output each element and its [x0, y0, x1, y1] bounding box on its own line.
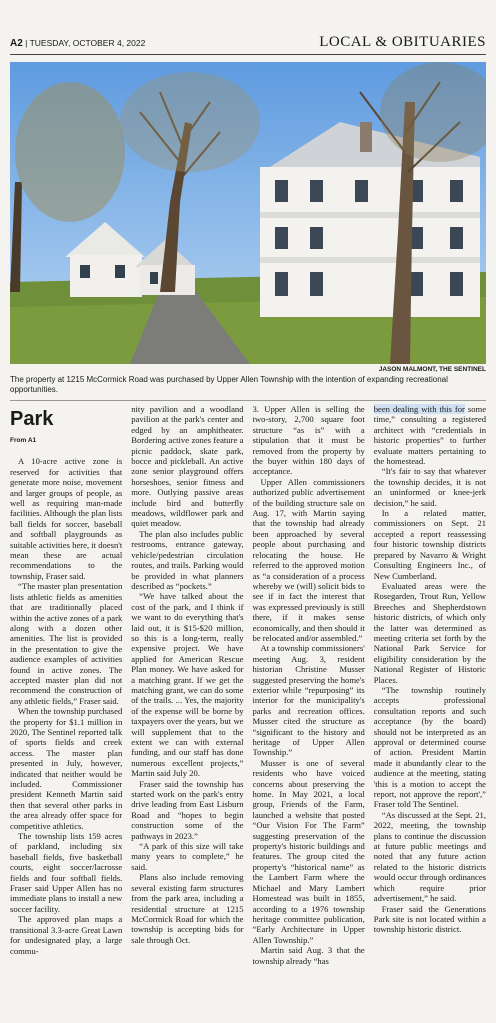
- highlighted-text: been dealing with this for: [373, 404, 465, 414]
- paragraph: “As discussed at the Sept. 21, 2022, meeting, the township plans to continue the discussion at future public meetings and noted that any future action related to the historic districts would occur through ordinances which require prior advertisement,” he said.: [373, 809, 486, 904]
- article-column-3: [253, 404, 365, 1019]
- paragraph: Upper Allen commissioners authorized public advertisement of the building structure sale on Aug. 17, with Martin saying that the township had already been approached by several people about purchasing and relocating the house. He referred to the approved motion as “a consideration of a process whereby we (will) solicit bids to see if in fact the interest that was expressed previously is still there, if it makes sense economically, and then should it be relocated and/or assembled.”: [252, 476, 365, 643]
- paragraph: “It's fair to say that whatever the township decides, it is not an uninformed or knee-jerk decision,” he said.: [373, 466, 486, 508]
- paragraph: “The township routinely accepts professional consultation reports and such acceptance (by the board) should not be interpreted as an approval or determined course of action. President Martin made it abundantly clear to the audience at the meeting, stating 'this is a motion to accept the report, not approve the report',” Fraser told The Sentinel.: [373, 684, 486, 810]
- paragraph: “The master plan presentation lists athletic fields as amenities that are traditionally placed within the active zones of a park along with a dozen other amenities. The list is provided in the presentation to give the audience examples of activities found in active zones. The accepted master plan did not recommend the construction of any athletic fields,” Fraser said.: [10, 581, 123, 706]
- page-header: [10, 34, 486, 55]
- paragraph: 3. Upper Allen is selling the two-story, 2,700 square foot structure “as is” with a stipulation that it must be removed from the property by the buyer within 180 days of acceptance.: [252, 404, 365, 477]
- article-body: [10, 404, 486, 1019]
- page-number: A2: [10, 38, 23, 49]
- article-photo: [10, 62, 486, 364]
- photo-credit: JASON MALMONT, THE SENTINEL: [378, 366, 486, 373]
- paragraph: Fraser said the Generations Park site is not located within a township historic district.: [373, 903, 486, 935]
- paragraph: A 10-acre active zone is reserved for activities that generate more noise, movement and larger groups of people, as well as requiring man-made facilities. Although the plan lists ball fields for soccer, baseball and softball playgrounds as suitable activities here, it doesn't mean these are actual recommendations to the township, Fraser said.: [10, 456, 123, 581]
- paragraph: The township lists 159 acres of parkland, including six baseball fields, five basketball courts, eight soccer/lacrosse fields and four softball fields. Fraser said Upper Allen has no immediate plans to install a new soccer facility.: [10, 831, 123, 914]
- paragraph: been dealing with this for some time,” consulting a registered architect with “credentials in historic properties” to further evaluate matters pertaining to the homestead.: [373, 404, 486, 467]
- paragraph: “A park of this size will take many years to complete,” he said.: [131, 841, 244, 872]
- section-title: LOCAL & OBITUARIES: [319, 34, 486, 50]
- paragraph: Martin said Aug. 3 that the township already “has: [252, 945, 365, 966]
- paragraph: nity pavilion and a woodland pavilion at the park's center and edged by an amphitheater. Bordering active zones feature a picnic paddock, skate park, bocce and pickleball. An active zone senior playground offers horseshoes, senior fitness and more. Outlying passive areas include bird and butterfly meadows, wildflower park and quiet meadow.: [131, 404, 244, 529]
- article-column-2: [131, 404, 243, 1019]
- paragraph: Musser is one of several residents who have voiced concerns about preserving the home. In May 2021, a local group, Friends of the Farm, launched a website that posted “Our Vision For The Farm” suggesting preservation of the property's historic buildings and features. The group cited the property's “historical name” as the Lambert Farm where the Michael and Mary Lambert Homestead was built in 1855, according to a 1976 township heritage committee publication, “Early Architecture in Upper Allen Township.”: [252, 757, 365, 945]
- paragraph: Plans also include removing several existing farm structures from the park area, including a residential structure at 1215 McCormick Road for which the township is accepting bids for sale through Oct.: [131, 872, 244, 945]
- paragraph: At a township commissioners' meeting Aug. 3, resident historian Christine Musser suggested preserving the home's exterior while “repurposing” its interior for the municipality's parks and recreation offices. Musser cited the structure as “significant to the history and heritage of Upper Allen Township.”: [252, 643, 365, 758]
- paragraph: In a related matter, commissioners on Sept. 21 accepted a report reassessing four historic township districts prepared by Navarro & Wright Consulting Engineers Inc., of New Cumberland.: [373, 508, 486, 581]
- paragraph: The approved plan maps a transitional 3.3-acre Great Lawn for undesignated play, a large commu-: [10, 914, 123, 956]
- paragraph: Fraser said the township has started work on the park's entry drive leading from East Lisburn Road and “hopes to begin construction some of the pathways in 2023.”: [131, 778, 244, 841]
- paragraph: Evaluated areas were the Rosegarden, Trout Run, Yellow Breeches and Shepherdstown historic districts, of which only the latter was determined as meeting criteria set forth by the National Park Service for eligibility consideration by the National Register of Historic Places.: [373, 580, 486, 685]
- photo-caption: The property at 1215 McCormick Road was purchased by Upper Allen Township with the intention of expanding recreational opportunities.: [10, 375, 486, 401]
- paragraph: The plan also includes public restrooms, entrance gateway, vehicle/pedestrian circulation routes, and trails. Parking would be provided in what planners described as “pockets.”: [131, 528, 244, 591]
- paragraph: When the township purchased the property for $1.1 million in 2020, The Sentinel reported talk of sports fields and creek access. The master plan presented in July, however, indicated that neither would be included. Commissioner president Kenneth Martin said then that several other parks in the area already offer space for competitive athletics.: [10, 706, 123, 831]
- paragraph: “We have talked about the cost of the park, and I think if we want to do everything that's laid out, it is $15-$20 million, so this is a long-term, really expensive project. We have applied for American Rescue Plan money. We have asked for a matching grant. If we get the matching grant, we can do some of the trails. ... Yes, the majority of the expense will be borne by taxpayers over the years, but we will supplement that to the extent we can with external funding, and our staff has done numerous excellent projects,” Martin said July 20.: [131, 591, 244, 779]
- article-headline: Park: [10, 408, 54, 430]
- article-column-1: [10, 404, 122, 1019]
- jump-line: From A1: [10, 437, 37, 444]
- page-date: | TUESDAY, OCTOBER 4, 2022: [25, 38, 146, 48]
- article-column-4: [374, 404, 486, 1019]
